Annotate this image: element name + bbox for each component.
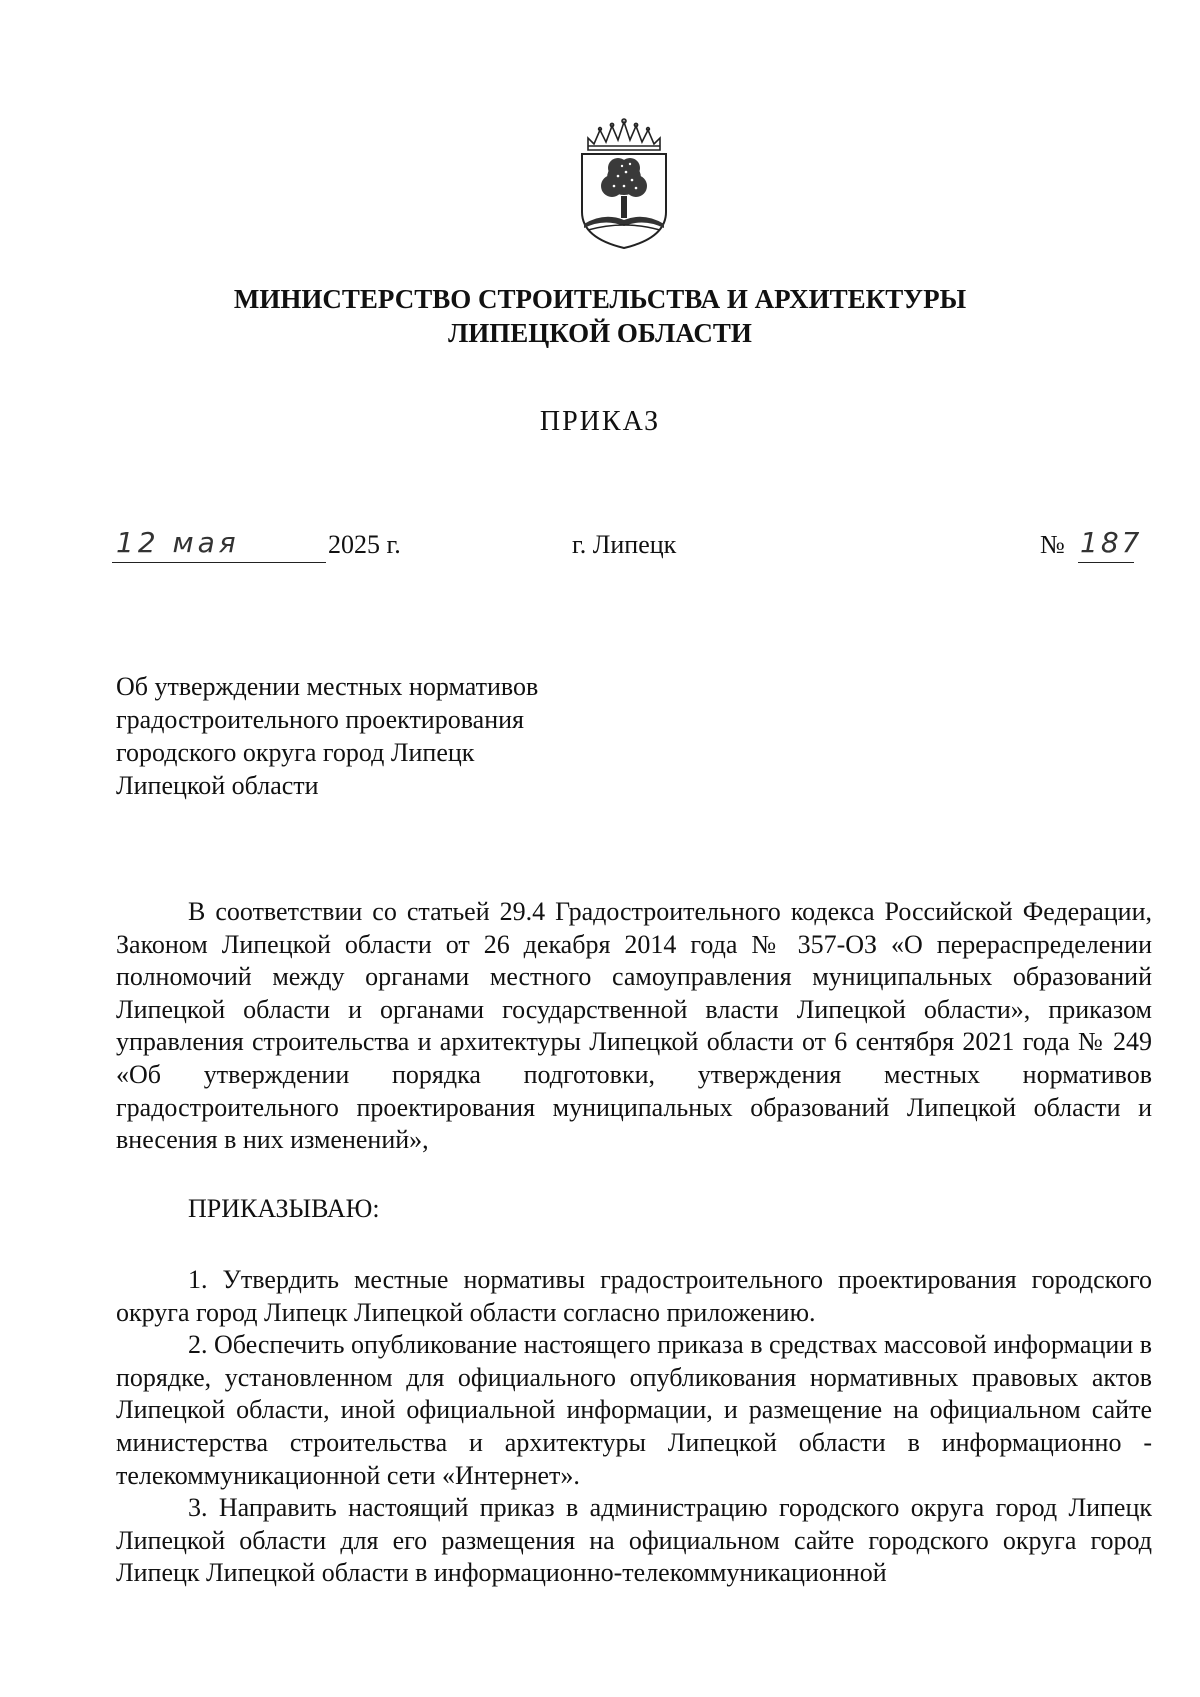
ministry-title-line-2: ЛИПЕЦКОЙ ОБЛАСТИ: [448, 318, 752, 348]
order-item: 1. Утвердить местные нормативы градостроительного проектирования городского округа город Липецк Липецкой области согласно приложению.: [116, 1265, 1152, 1327]
preamble-text: В соответствии со статьей 29.4 Градостроительного кодекса Российской Федерации, Законом Липецкой области от 26 декабря 2014 года № 357-ОЗ «О перераспределении полномочий между органами местного самоуправления муниципальных образований Липецкой области и органами государственной власти Липецкой области», приказом управления строительства и архитектуры Липецкой области от 6 сентября 2021 года № 249 «Об утверждении порядка подготовки, утверждения местных нормативов градостроительного проектирования муниципальных образований Липецкой области и внесения в них изменений»,: [116, 897, 1152, 1155]
subject-line: Об утверждении местных нормативов: [116, 672, 539, 701]
order-items: [116, 1264, 1152, 1590]
ministry-title: [0, 282, 1200, 350]
preamble-paragraph: [116, 896, 1152, 1157]
date-year: 2025 г.: [328, 530, 401, 559]
subject-line: Липецкой области: [116, 771, 319, 800]
lipetsk-coat-of-arms-icon: [574, 116, 674, 250]
subject-line: градостроительного проектирования: [116, 705, 524, 734]
order-item: 2. Обеспечить опубликование настоящего приказа в средствах массовой информации в порядке, установленном для официального опубликования нормативных правовых актов Липецкой области, иной официальной информации, и размещение на официальном сайте министерства строительства и архитектуры Липецкой области в информационно - телекоммуникационной сети «Интернет».: [116, 1330, 1152, 1490]
handwritten-number: 187: [1080, 526, 1143, 559]
date-number-line: [0, 526, 1200, 580]
document-type-title: ПРИКАЗ: [539, 406, 661, 437]
city-name: г. Липецк: [572, 530, 677, 559]
order-item: 3. Направить настоящий приказ в администрацию городского округа город Липецк Липецкой области для его размещения на официальном сайте городского округа город Липецк Липецкой области в информационно-телекоммуникационной: [116, 1493, 1152, 1588]
number-sign: №: [1040, 530, 1065, 559]
subject-line: городского округа город Липецк: [116, 738, 475, 767]
date-underline: [112, 562, 326, 563]
order-word: ПРИКАЗЫВАЮ:: [188, 1194, 380, 1223]
document-subject: [116, 670, 538, 802]
handwritten-date: 12 мая: [116, 526, 240, 559]
number-underline: [1078, 562, 1134, 563]
ministry-title-line-1: МИНИСТЕРСТВО СТРОИТЕЛЬСТВА И АРХИТЕКТУРЫ: [233, 284, 967, 314]
